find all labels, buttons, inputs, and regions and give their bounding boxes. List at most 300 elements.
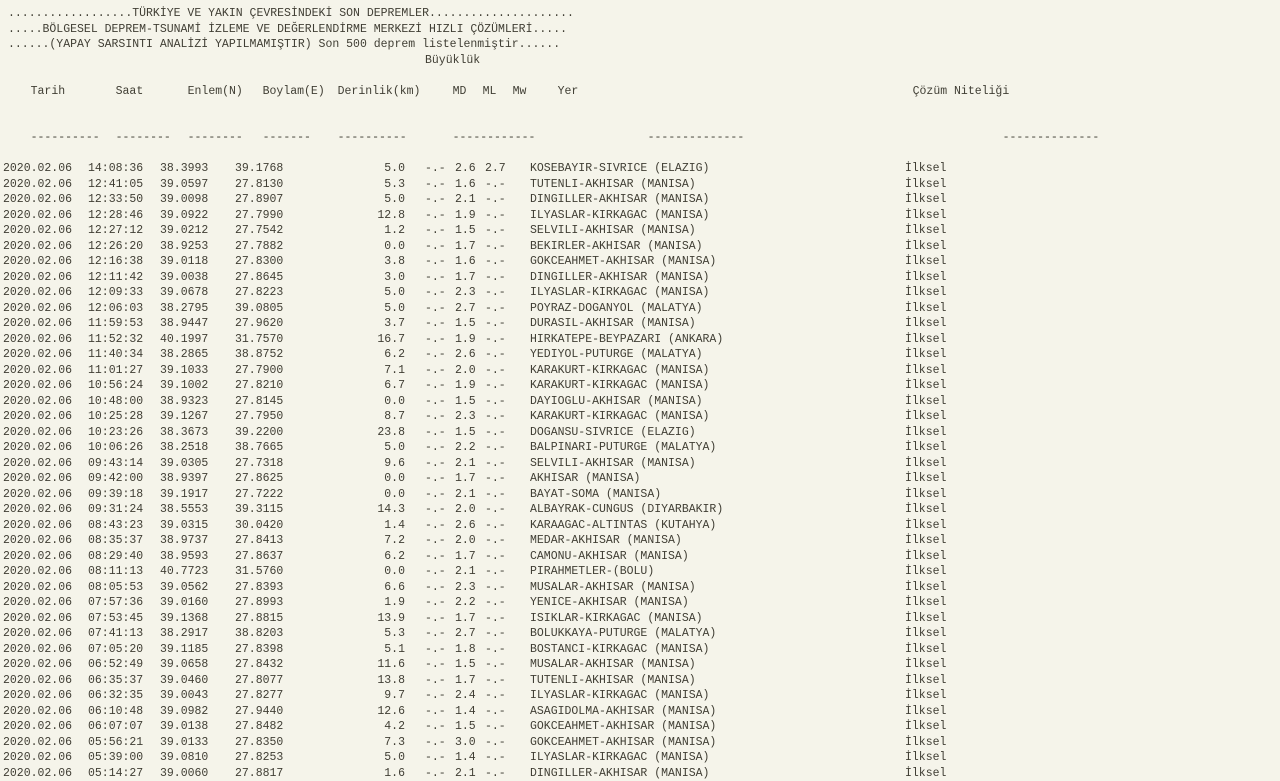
cell-mw: -.- [485,208,515,224]
cell-date: 2020.02.06 [3,254,88,270]
cell-place: BALPINARI-PUTURGE (MALATYA) [530,440,885,456]
cell-md: -.- [425,394,455,410]
cell-md: -.- [425,177,455,193]
cell-place: TUTENLI-AKHISAR (MANISA) [530,177,885,193]
cell-date: 2020.02.06 [3,502,88,518]
cell-md: -.- [425,378,455,394]
cell-date: 2020.02.06 [3,750,88,766]
table-row [0,223,1280,239]
cell-ml: 1.5 [455,719,485,735]
cell-depth: 12.6 [310,704,405,720]
table-row [0,471,1280,487]
table-row [0,673,1280,689]
cell-time: 09:39:18 [88,487,160,503]
cell-date: 2020.02.06 [3,378,88,394]
cell-longitude: 27.8223 [235,285,310,301]
cell-ml: 2.7 [455,626,485,642]
cell-latitude: 39.0133 [160,735,235,751]
cell-quality: İlksel [885,673,946,689]
cell-md: -.- [425,332,455,348]
table-row [0,347,1280,363]
cell-quality: İlksel [885,611,946,627]
cell-longitude: 27.8210 [235,378,310,394]
cell-mw: -.- [485,332,515,348]
table-row [0,564,1280,580]
cell-latitude: 39.0810 [160,750,235,766]
cell-quality: İlksel [885,533,946,549]
cell-latitude: 39.1185 [160,642,235,658]
cell-depth: 9.6 [310,456,405,472]
cell-latitude: 38.2865 [160,347,235,363]
cell-mw: -.- [485,688,515,704]
cell-mw: -.- [485,580,515,596]
cell-place: SELVILI-AKHISAR (MANISA) [530,223,885,239]
cell-depth: 6.2 [310,347,405,363]
cell-longitude: 27.7882 [235,239,310,255]
cell-latitude: 39.1917 [160,487,235,503]
cell-latitude: 39.0982 [160,704,235,720]
cell-depth: 6.6 [310,580,405,596]
subtitle-line: .....BÖLGESEL DEPREM-TSUNAMİ İZLEME VE DEĞERLENDİRME MERKEZİ HIZLI ÇÖZÜMLERİ..... [0,22,1280,38]
table-row [0,580,1280,596]
cell-ml: 2.6 [455,518,485,534]
cell-md: -.- [425,456,455,472]
cell-latitude: 38.2795 [160,301,235,317]
cell-latitude: 40.7723 [160,564,235,580]
cell-latitude: 39.1033 [160,363,235,379]
separator-longitude: ------- [263,130,338,146]
cell-time: 05:14:27 [88,766,160,781]
cell-ml: 2.6 [455,161,485,177]
column-header-place: Yer [558,84,913,100]
cell-depth: 23.8 [310,425,405,441]
cell-time: 11:40:34 [88,347,160,363]
cell-quality: İlksel [885,161,946,177]
cell-place: BEKIRLER-AKHISAR (MANISA) [530,239,885,255]
table-row [0,316,1280,332]
cell-place: MUSALAR-AKHISAR (MANISA) [530,580,885,596]
cell-quality: İlksel [885,626,946,642]
cell-time: 06:10:48 [88,704,160,720]
cell-md: -.- [425,223,455,239]
table-row [0,285,1280,301]
cell-time: 11:59:53 [88,316,160,332]
separator-magnitudes: ------------ [453,130,543,146]
cell-md: -.- [425,347,455,363]
cell-longitude: 27.7318 [235,456,310,472]
cell-quality: İlksel [885,316,946,332]
cell-time: 09:42:00 [88,471,160,487]
cell-longitude: 31.7570 [235,332,310,348]
cell-time: 08:11:13 [88,564,160,580]
cell-place: ILYASLAR-KIRKAGAC (MANISA) [530,285,885,301]
cell-time: 07:57:36 [88,595,160,611]
cell-quality: İlksel [885,270,946,286]
cell-mw: -.- [485,347,515,363]
cell-latitude: 38.9447 [160,316,235,332]
cell-depth: 7.3 [310,735,405,751]
cell-quality: İlksel [885,750,946,766]
table-row [0,704,1280,720]
cell-mw: -.- [485,316,515,332]
cell-ml: 2.1 [455,766,485,781]
cell-md: -.- [425,642,455,658]
table-row [0,502,1280,518]
cell-md: -.- [425,409,455,425]
cell-depth: 13.9 [310,611,405,627]
cell-ml: 1.7 [455,471,485,487]
cell-time: 06:52:49 [88,657,160,673]
cell-mw: -.- [485,564,515,580]
cell-date: 2020.02.06 [3,177,88,193]
cell-mw: -.- [485,704,515,720]
cell-ml: 2.6 [455,347,485,363]
cell-date: 2020.02.06 [3,704,88,720]
cell-md: -.- [425,440,455,456]
cell-time: 12:41:05 [88,177,160,193]
cell-longitude: 39.3115 [235,502,310,518]
cell-md: -.- [425,363,455,379]
cell-depth: 0.0 [310,394,405,410]
cell-ml: 1.5 [455,316,485,332]
cell-md: -.- [425,254,455,270]
cell-mw: -.- [485,611,515,627]
cell-latitude: 38.3673 [160,425,235,441]
cell-date: 2020.02.06 [3,270,88,286]
cell-longitude: 27.8482 [235,719,310,735]
cell-date: 2020.02.06 [3,642,88,658]
cell-place: BAYAT-SOMA (MANISA) [530,487,885,503]
cell-time: 10:25:28 [88,409,160,425]
cell-place: PIRAHMETLER-(BOLU) [530,564,885,580]
cell-date: 2020.02.06 [3,766,88,781]
cell-place: ILYASLAR-KIRKAGAC (MANISA) [530,208,885,224]
cell-place: GOKCEAHMET-AKHISAR (MANISA) [530,719,885,735]
cell-quality: İlksel [885,719,946,735]
earthquake-rows [0,161,1280,781]
separator-quality: -------------- [1003,130,1100,146]
cell-ml: 1.9 [455,378,485,394]
cell-quality: İlksel [885,471,946,487]
cell-longitude: 27.8350 [235,735,310,751]
cell-ml: 1.8 [455,642,485,658]
cell-depth: 0.0 [310,564,405,580]
table-row [0,657,1280,673]
cell-time: 10:56:24 [88,378,160,394]
cell-quality: İlksel [885,502,946,518]
table-row [0,440,1280,456]
cell-depth: 7.1 [310,363,405,379]
cell-depth: 1.6 [310,766,405,781]
cell-time: 10:48:00 [88,394,160,410]
cell-latitude: 38.9323 [160,394,235,410]
cell-ml: 1.5 [455,425,485,441]
cell-ml: 1.9 [455,332,485,348]
cell-depth: 5.1 [310,642,405,658]
cell-depth: 9.7 [310,688,405,704]
cell-date: 2020.02.06 [3,487,88,503]
cell-place: ISIKLAR-KIRKAGAC (MANISA) [530,611,885,627]
cell-latitude: 38.5553 [160,502,235,518]
cell-place: ASAGIDOLMA-AKHISAR (MANISA) [530,704,885,720]
cell-quality: İlksel [885,440,946,456]
cell-depth: 1.2 [310,223,405,239]
cell-mw: -.- [485,657,515,673]
cell-date: 2020.02.06 [3,456,88,472]
cell-latitude: 39.1002 [160,378,235,394]
cell-depth: 7.2 [310,533,405,549]
cell-depth: 6.2 [310,549,405,565]
cell-ml: 2.0 [455,502,485,518]
cell-md: -.- [425,580,455,596]
cell-longitude: 27.8815 [235,611,310,627]
cell-time: 09:31:24 [88,502,160,518]
table-row [0,363,1280,379]
cell-place: GOKCEAHMET-AKHISAR (MANISA) [530,735,885,751]
cell-time: 12:06:03 [88,301,160,317]
cell-md: -.- [425,285,455,301]
cell-depth: 3.0 [310,270,405,286]
cell-ml: 1.7 [455,673,485,689]
cell-md: -.- [425,688,455,704]
cell-place: DOGANSU-SIVRICE (ELAZIG) [530,425,885,441]
cell-date: 2020.02.06 [3,223,88,239]
cell-place: MUSALAR-AKHISAR (MANISA) [530,657,885,673]
column-header-date: Tarih [31,84,116,100]
cell-depth: 16.7 [310,332,405,348]
cell-latitude: 39.0597 [160,177,235,193]
cell-latitude: 39.0060 [160,766,235,781]
cell-place: ALBAYRAK-CUNGUS (DIYARBAKIR) [530,502,885,518]
cell-mw: -.- [485,177,515,193]
table-row [0,533,1280,549]
cell-quality: İlksel [885,363,946,379]
cell-place: ILYASLAR-KIRKAGAC (MANISA) [530,688,885,704]
cell-longitude: 27.8130 [235,177,310,193]
cell-place: KARAKURT-KIRKAGAC (MANISA) [530,378,885,394]
cell-latitude: 40.1997 [160,332,235,348]
cell-time: 05:56:21 [88,735,160,751]
cell-depth: 4.2 [310,719,405,735]
cell-latitude: 38.9737 [160,533,235,549]
cell-depth: 3.8 [310,254,405,270]
cell-place: KARAKURT-KIRKAGAC (MANISA) [530,363,885,379]
cell-latitude: 39.1368 [160,611,235,627]
cell-time: 08:43:23 [88,518,160,534]
cell-latitude: 39.0038 [160,270,235,286]
cell-md: -.- [425,487,455,503]
cell-mw: -.- [485,456,515,472]
cell-latitude: 38.9397 [160,471,235,487]
table-row [0,177,1280,193]
cell-date: 2020.02.06 [3,626,88,642]
table-row [0,409,1280,425]
cell-md: -.- [425,595,455,611]
cell-latitude: 39.0658 [160,657,235,673]
cell-mw: -.- [485,192,515,208]
cell-ml: 2.1 [455,564,485,580]
cell-date: 2020.02.06 [3,332,88,348]
cell-latitude: 38.2917 [160,626,235,642]
cell-time: 11:01:27 [88,363,160,379]
cell-mw: -.- [485,549,515,565]
page-title-line: ..................TÜRKİYE VE YAKIN ÇEVRESİNDEKİ SON DEPREMLER..................... [0,6,1280,22]
table-row [0,735,1280,751]
cell-mw: -.- [485,254,515,270]
cell-latitude: 39.0043 [160,688,235,704]
cell-md: -.- [425,239,455,255]
cell-longitude: 27.8625 [235,471,310,487]
cell-mw: -.- [485,626,515,642]
cell-depth: 0.0 [310,471,405,487]
cell-quality: İlksel [885,301,946,317]
cell-time: 12:27:12 [88,223,160,239]
cell-time: 09:43:14 [88,456,160,472]
table-separator-row [0,115,1280,162]
cell-place: CAMONU-AKHISAR (MANISA) [530,549,885,565]
cell-depth: 8.7 [310,409,405,425]
cell-ml: 1.5 [455,394,485,410]
cell-mw: -.- [485,673,515,689]
cell-md: -.- [425,719,455,735]
cell-date: 2020.02.06 [3,192,88,208]
cell-place: YENICE-AKHISAR (MANISA) [530,595,885,611]
cell-mw: -.- [485,409,515,425]
cell-depth: 5.0 [310,301,405,317]
cell-latitude: 38.2518 [160,440,235,456]
cell-quality: İlksel [885,347,946,363]
cell-date: 2020.02.06 [3,719,88,735]
cell-time: 12:28:46 [88,208,160,224]
cell-ml: 2.3 [455,285,485,301]
column-header-longitude: Boylam(E) [263,84,338,100]
cell-longitude: 27.7542 [235,223,310,239]
cell-date: 2020.02.06 [3,425,88,441]
cell-time: 10:23:26 [88,425,160,441]
cell-mw: -.- [485,394,515,410]
cell-time: 07:53:45 [88,611,160,627]
cell-longitude: 27.8393 [235,580,310,596]
table-row [0,394,1280,410]
cell-latitude: 38.9593 [160,549,235,565]
cell-date: 2020.02.06 [3,347,88,363]
cell-ml: 1.7 [455,611,485,627]
cell-longitude: 31.5760 [235,564,310,580]
cell-mw: -.- [485,719,515,735]
cell-mw: 2.7 [485,161,515,177]
cell-longitude: 27.8413 [235,533,310,549]
cell-mw: -.- [485,735,515,751]
cell-place: BOSTANCI-KIRKAGAC (MANISA) [530,642,885,658]
cell-ml: 1.5 [455,223,485,239]
cell-place: DAYIOGLU-AKHISAR (MANISA) [530,394,885,410]
table-row [0,750,1280,766]
cell-ml: 2.1 [455,192,485,208]
cell-date: 2020.02.06 [3,611,88,627]
cell-time: 12:26:20 [88,239,160,255]
cell-date: 2020.02.06 [3,301,88,317]
notice-line: ......(YAPAY SARSINTI ANALİZİ YAPILMAMIŞTIR) Son 500 deprem listelenmiştir...... [0,37,1280,53]
cell-ml: 2.2 [455,595,485,611]
table-row [0,719,1280,735]
cell-depth: 11.6 [310,657,405,673]
cell-longitude: 38.7665 [235,440,310,456]
cell-time: 12:33:50 [88,192,160,208]
cell-quality: İlksel [885,177,946,193]
cell-md: -.- [425,750,455,766]
cell-time: 08:05:53 [88,580,160,596]
cell-ml: 1.5 [455,657,485,673]
column-header-quality: Çözüm Niteliği [913,84,1010,100]
cell-longitude: 27.8432 [235,657,310,673]
cell-mw: -.- [485,239,515,255]
cell-depth: 0.0 [310,239,405,255]
cell-latitude: 39.1267 [160,409,235,425]
cell-mw: -.- [485,363,515,379]
cell-time: 12:11:42 [88,270,160,286]
cell-quality: İlksel [885,642,946,658]
cell-latitude: 39.0160 [160,595,235,611]
cell-ml: 1.6 [455,177,485,193]
cell-time: 07:41:13 [88,626,160,642]
cell-place: DINGILLER-AKHISAR (MANISA) [530,270,885,286]
cell-time: 14:08:36 [88,161,160,177]
cell-md: -.- [425,673,455,689]
cell-place: YEDIYOL-PUTURGE (MALATYA) [530,347,885,363]
cell-md: -.- [425,471,455,487]
cell-place: KARAAGAC-ALTINTAS (KUTAHYA) [530,518,885,534]
table-row [0,549,1280,565]
cell-date: 2020.02.06 [3,285,88,301]
cell-date: 2020.02.06 [3,735,88,751]
cell-quality: İlksel [885,704,946,720]
cell-longitude: 27.8637 [235,549,310,565]
cell-mw: -.- [485,301,515,317]
cell-place: BOLUKKAYA-PUTURGE (MALATYA) [530,626,885,642]
cell-date: 2020.02.06 [3,549,88,565]
cell-time: 06:35:37 [88,673,160,689]
cell-longitude: 30.0420 [235,518,310,534]
cell-depth: 5.0 [310,192,405,208]
cell-longitude: 27.8077 [235,673,310,689]
cell-latitude: 39.0138 [160,719,235,735]
cell-md: -.- [425,270,455,286]
table-row [0,626,1280,642]
cell-ml: 1.4 [455,704,485,720]
cell-quality: İlksel [885,766,946,781]
cell-time: 06:07:07 [88,719,160,735]
cell-depth: 3.7 [310,316,405,332]
cell-date: 2020.02.06 [3,471,88,487]
cell-date: 2020.02.06 [3,595,88,611]
cell-mw: -.- [485,750,515,766]
cell-quality: İlksel [885,409,946,425]
cell-depth: 5.0 [310,161,405,177]
cell-longitude: 38.8752 [235,347,310,363]
cell-ml: 2.0 [455,533,485,549]
cell-md: -.- [425,192,455,208]
cell-place: ILYASLAR-KIRKAGAC (MANISA) [530,750,885,766]
table-row [0,254,1280,270]
cell-ml: 2.1 [455,487,485,503]
cell-ml: 2.3 [455,580,485,596]
cell-place: SELVILI-AKHISAR (MANISA) [530,456,885,472]
cell-latitude: 38.3993 [160,161,235,177]
cell-ml: 1.7 [455,549,485,565]
cell-depth: 1.9 [310,595,405,611]
table-row [0,239,1280,255]
cell-depth: 13.8 [310,673,405,689]
